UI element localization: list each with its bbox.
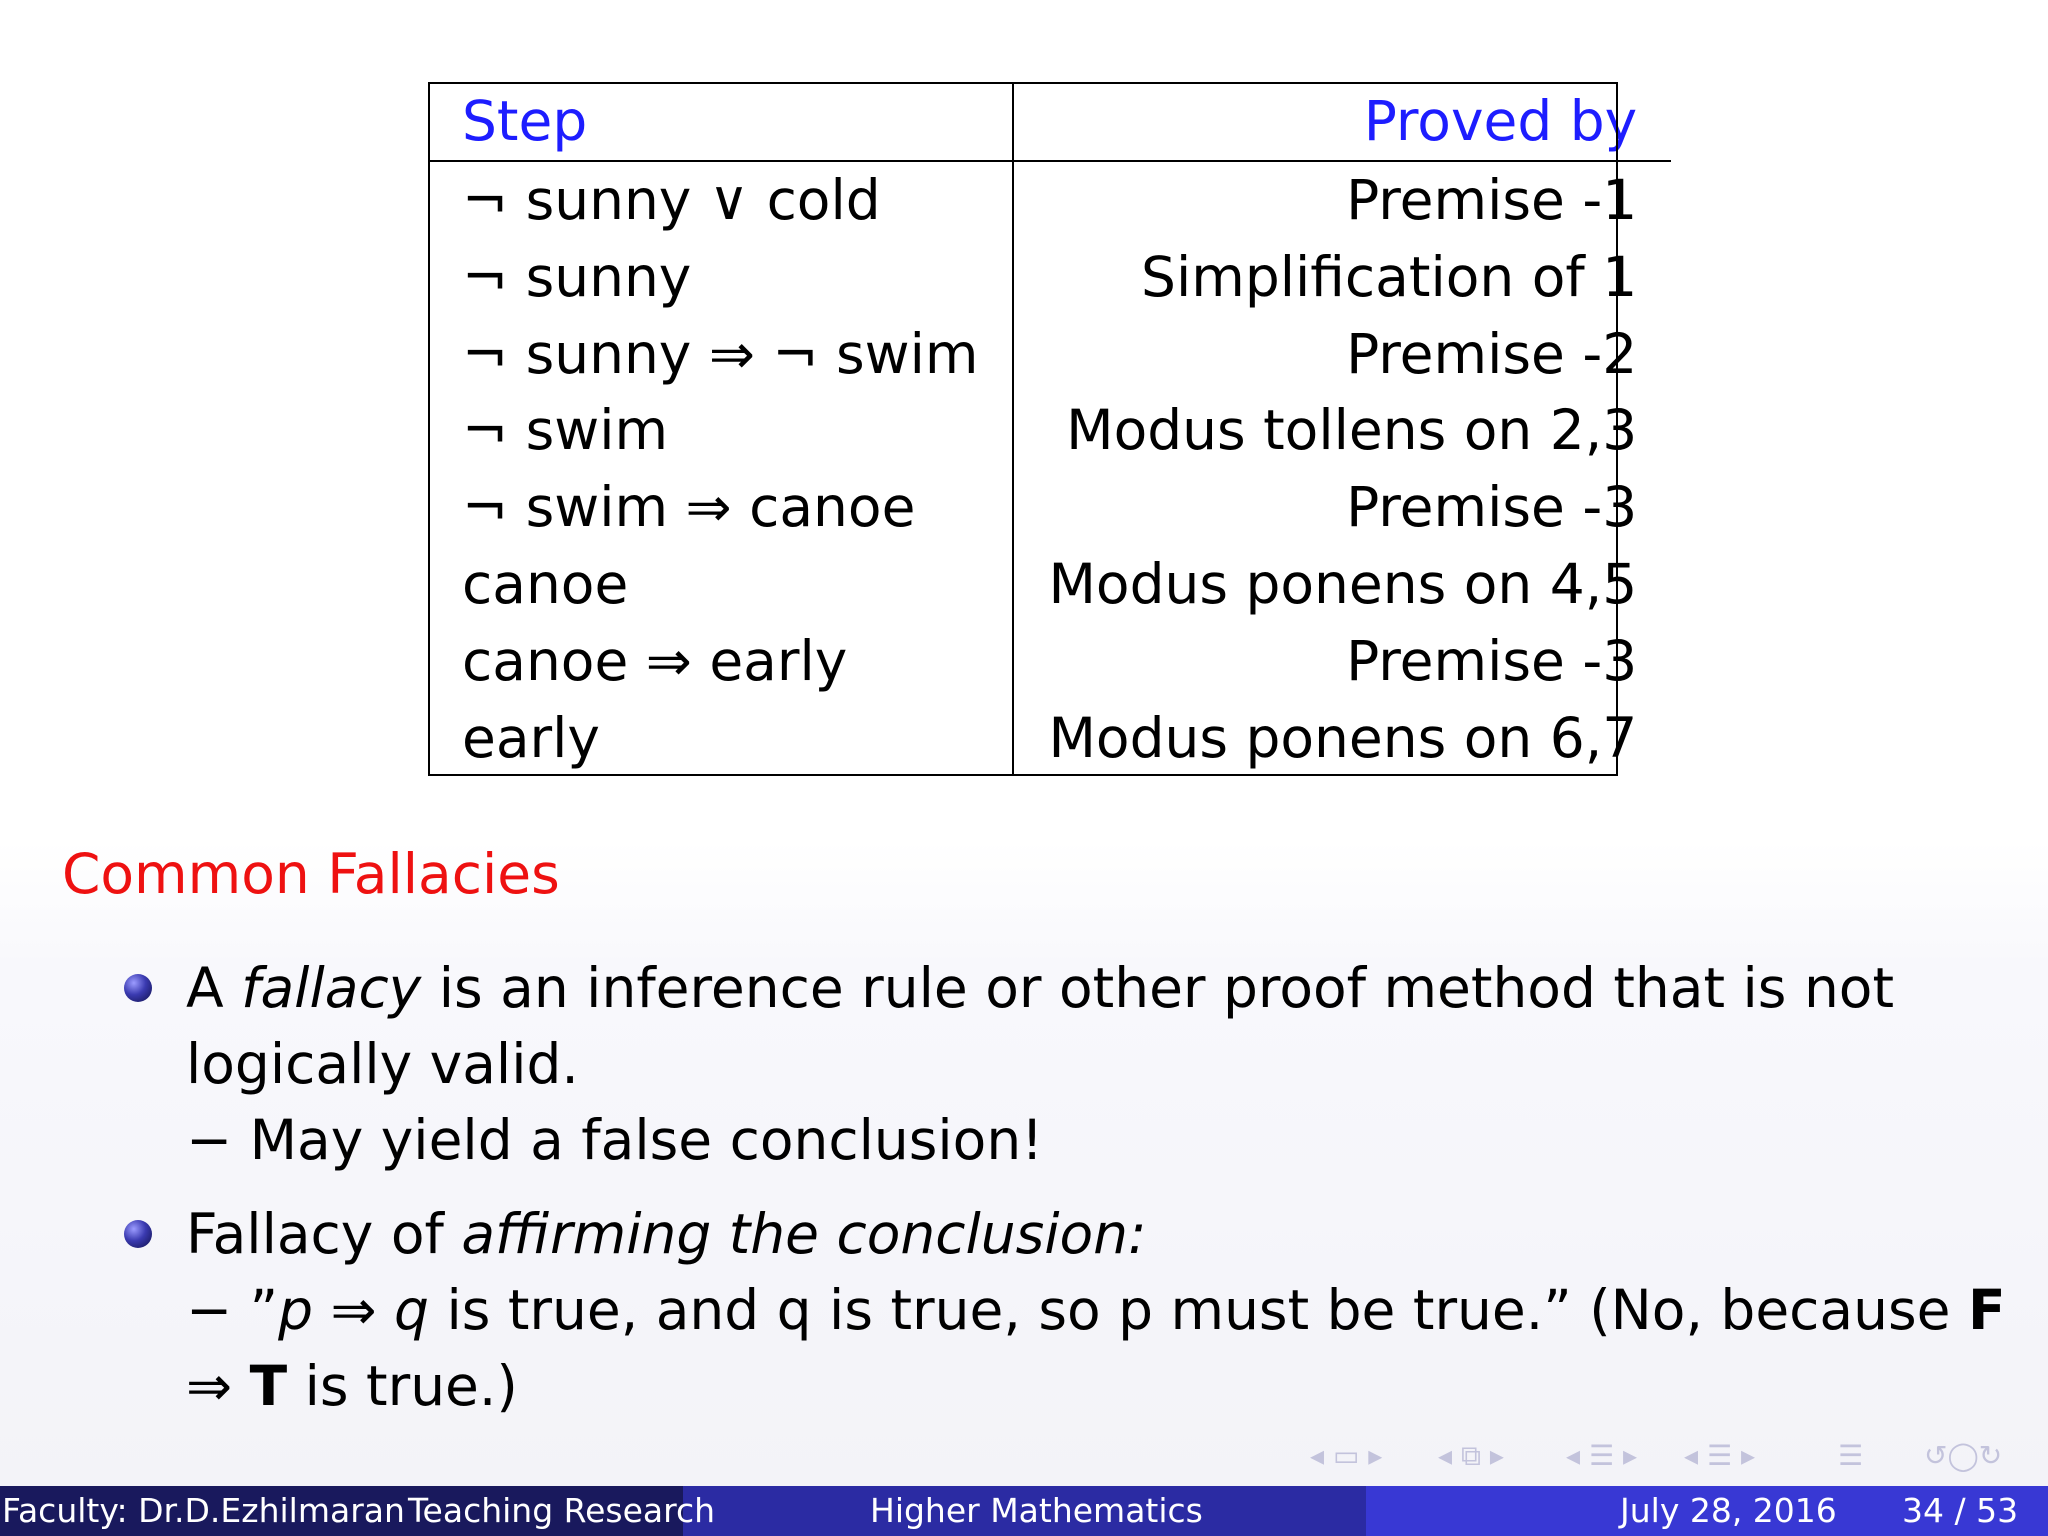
proof-table xyxy=(428,82,1671,776)
bullet-line: logically valid. xyxy=(186,1032,579,1096)
emphasis-text: fallacy xyxy=(241,956,422,1020)
text-run: A xyxy=(186,956,242,1020)
table-row xyxy=(428,239,1671,316)
footer-title: Higher Mathematics xyxy=(870,1491,1203,1530)
sub-point xyxy=(186,1272,2006,1348)
bullet-text xyxy=(186,950,1986,1178)
step-cell: canoe ⇒ early xyxy=(428,623,1013,700)
bold-F: F xyxy=(1967,1278,2006,1342)
implies-symbol: ⇒ xyxy=(186,1354,250,1418)
table-row xyxy=(428,469,1671,546)
footer-author: Faculty: Dr.D.Ezhilmaran xyxy=(2,1491,405,1530)
section-title: Common Fallacies xyxy=(62,842,560,906)
header-proved-by: Proved by xyxy=(1013,82,1671,161)
footer-page-number: 34 / 53 xyxy=(1902,1491,2019,1530)
nav-appendix-icon[interactable]: ☰ xyxy=(1838,1439,1864,1472)
proved-by-cell: Premise -3 xyxy=(1346,628,1638,693)
text-run: is true.) xyxy=(287,1354,518,1418)
bullet-text xyxy=(186,1196,2006,1424)
nav-search-icon[interactable]: ↺◯↻ xyxy=(1924,1439,2003,1472)
proved-by-cell: Premise -3 xyxy=(1346,475,1638,540)
bold-T: T xyxy=(249,1354,288,1418)
bullet-icon xyxy=(124,1220,152,1248)
footer-date: July 28, 2016 xyxy=(1620,1491,1837,1530)
table-row xyxy=(428,161,1671,239)
proved-by-cell: Modus tollens on 2,3 xyxy=(1066,398,1638,463)
math-var-q: q xyxy=(394,1278,429,1342)
table-row xyxy=(428,316,1671,393)
table-header-row xyxy=(428,82,1671,161)
emphasis-text: affirming the conclusion: xyxy=(461,1202,1147,1266)
nav-subsection-icons[interactable]: ◂ ⧉ ▸ xyxy=(1438,1439,1504,1472)
step-cell: ¬ sunny xyxy=(428,239,1013,316)
navigation-bar xyxy=(1310,1436,2030,1476)
proved-by-cell: Premise -2 xyxy=(1346,321,1638,386)
table-row xyxy=(428,546,1671,623)
bullet-line xyxy=(186,1196,1986,1272)
text-run: is true, and q is true, so p must be true.” (No, because xyxy=(428,1278,1968,1342)
footer-institute: Teaching Research xyxy=(408,1491,716,1530)
proved-by-cell: Simplification of 1 xyxy=(1141,244,1638,309)
sub-point: − May yield a false conclusion! xyxy=(186,1108,1044,1172)
implies-symbol: ⇒ xyxy=(312,1278,395,1342)
math-var-p: p xyxy=(278,1278,313,1342)
text-run: Fallacy of xyxy=(186,1202,462,1266)
table-row xyxy=(428,623,1671,700)
footer-bar xyxy=(0,1486,2048,1536)
step-cell: ¬ sunny ⇒ ¬ swim xyxy=(428,316,1013,393)
sub-point-continued xyxy=(186,1348,1986,1424)
text-run: is an inference rule or other proof method that is not xyxy=(421,956,1895,1020)
bullet-line xyxy=(186,950,1986,1026)
step-cell: ¬ sunny ∨ cold xyxy=(428,161,1013,239)
proved-by-cell: Premise -1 xyxy=(1346,168,1638,232)
bullet-icon xyxy=(124,974,152,1002)
proved-by-cell: Modus ponens on 6,7 xyxy=(1048,705,1638,770)
header-step: Step xyxy=(428,82,1013,161)
nav-section-icons[interactable]: ◂ ☰ ▸ xyxy=(1684,1439,1756,1472)
table-row xyxy=(428,392,1671,469)
step-cell: ¬ swim xyxy=(428,392,1013,469)
table-row xyxy=(428,700,1671,777)
step-cell: early xyxy=(428,700,1013,777)
step-cell: canoe xyxy=(428,546,1013,623)
proved-by-cell: Modus ponens on 4,5 xyxy=(1048,551,1638,616)
text-run: − ” xyxy=(186,1278,279,1342)
step-cell: ¬ swim ⇒ canoe xyxy=(428,469,1013,546)
nav-frame-icons[interactable]: ◂ ▭ ▸ xyxy=(1310,1439,1383,1472)
nav-section-icons[interactable]: ◂ ☰ ▸ xyxy=(1566,1439,1638,1472)
